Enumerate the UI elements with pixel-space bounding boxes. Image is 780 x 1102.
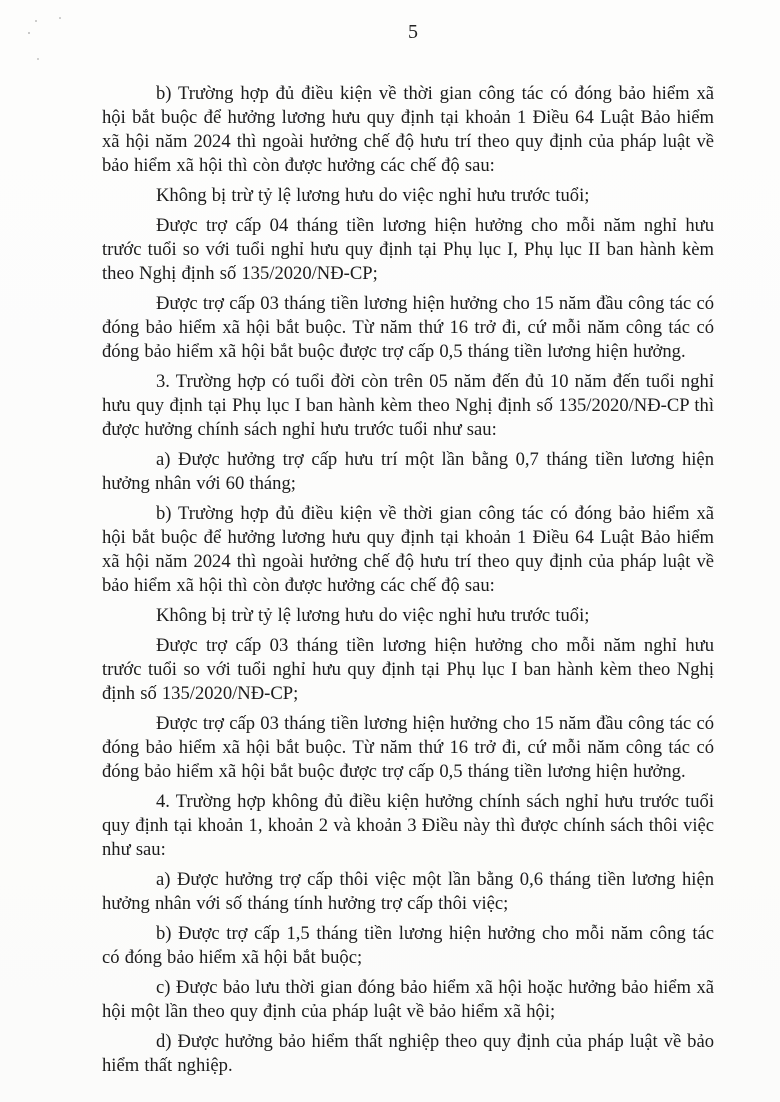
document-body — [102, 82, 714, 1084]
paragraph-clause-d-unemployment-insurance: d) Được hưởng bảo hiểm thất nghiệp theo quy định của pháp luật về bảo hiểm thất nghiệp. — [102, 1031, 714, 1076]
paragraph-clause-c-insurance-reserve: c) Được bảo lưu thời gian đóng bảo hiểm xã hội hoặc hưởng bảo hiểm xã hội một lần theo quy định của pháp luật về bảo hiểm xã hội; — [102, 977, 714, 1022]
paragraph-clause-b-conditions-2: b) Trường hợp đủ điều kiện về thời gian công tác có đóng bảo hiểm xã hội bắt buộc để hưởng lương hưu quy định tại khoản 1 Điều 64 Luật Bảo hiểm xã hội năm 2024 thì ngoài hưởng chế độ hưu trí theo quy định của pháp luật về bảo hiểm xã hội thì còn được hưởng các chế độ sau: — [102, 503, 714, 596]
paragraph-allowance-03-months-15-years-2: Được trợ cấp 03 tháng tiền lương hiện hưởng cho 15 năm đầu công tác có đóng bảo hiểm xã hội bắt buộc. Từ năm thứ 16 trở đi, cứ mỗi năm công tác có đóng bảo hiểm xã hội bắt buộc được trợ cấp 0,5 tháng tiền lương hiện hưởng. — [102, 713, 714, 782]
page-number: 5 — [408, 21, 418, 43]
scan-speck — [37, 58, 39, 60]
paragraph-allowance-04-months: Được trợ cấp 04 tháng tiền lương hiện hưởng cho mỗi năm nghỉ hưu trước tuổi so với tuổi nghỉ hưu quy định tại Phụ lục I, Phụ lục II ban hành kèm theo Nghị định số 135/2020/NĐ-CP; — [102, 215, 714, 284]
paragraph-allowance-03-months: Được trợ cấp 03 tháng tiền lương hiện hưởng cho mỗi năm nghỉ hưu trước tuổi so với tuổi nghỉ hưu quy định tại Phụ lục I ban hành kèm theo Nghị định số 135/2020/NĐ-CP; — [102, 635, 714, 704]
paragraph-item-4: 4. Trường hợp không đủ điều kiện hưởng chính sách nghỉ hưu trước tuổi quy định tại khoản 1, khoản 2 và khoản 3 Điều này thì được chính sách thôi việc như sau: — [102, 791, 714, 860]
paragraph-item-3: 3. Trường hợp có tuổi đời còn trên 05 năm đến đủ 10 năm đến tuổi nghỉ hưu quy định tại Phụ lục I ban hành kèm theo Nghị định số 135/2020/NĐ-CP thì được hưởng chính sách nghỉ hưu trước tuổi như sau: — [102, 371, 714, 440]
paragraph-clause-a-severance: a) Được hưởng trợ cấp thôi việc một lần bằng 0,6 tháng tiền lương hiện hưởng nhân với số tháng tính hưởng trợ cấp thôi việc; — [102, 869, 714, 914]
paragraph-no-pension-deduction: Không bị trừ tỷ lệ lương hưu do việc nghỉ hưu trước tuổi; — [156, 185, 590, 206]
paragraph-clause-b-conditions: b) Trường hợp đủ điều kiện về thời gian công tác có đóng bảo hiểm xã hội bắt buộc để hưởng lương hưu quy định tại khoản 1 Điều 64 Luật Bảo hiểm xã hội năm 2024 thì ngoài hưởng chế độ hưu trí theo quy định của pháp luật về bảo hiểm xã hội thì còn được hưởng các chế độ sau: — [102, 83, 714, 176]
paragraph-no-pension-deduction-2: Không bị trừ tỷ lệ lương hưu do việc nghỉ hưu trước tuổi; — [156, 605, 590, 626]
paragraph-allowance-03-months-15-years: Được trợ cấp 03 tháng tiền lương hiện hưởng cho 15 năm đầu công tác có đóng bảo hiểm xã hội bắt buộc. Từ năm thứ 16 trở đi, cứ mỗi năm công tác có đóng bảo hiểm xã hội bắt buộc được trợ cấp 0,5 tháng tiền lương hiện hưởng. — [102, 293, 714, 362]
paragraph-clause-b-severance-allowance: b) Được trợ cấp 1,5 tháng tiền lương hiện hưởng cho mỗi năm công tác có đóng bảo hiểm xã hội bắt buộc; — [102, 923, 714, 968]
paragraph-clause-a-lump-sum: a) Được hưởng trợ cấp hưu trí một lần bằng 0,7 tháng tiền lương hiện hưởng nhân với 60 tháng; — [102, 449, 714, 494]
scan-speck — [59, 17, 61, 19]
